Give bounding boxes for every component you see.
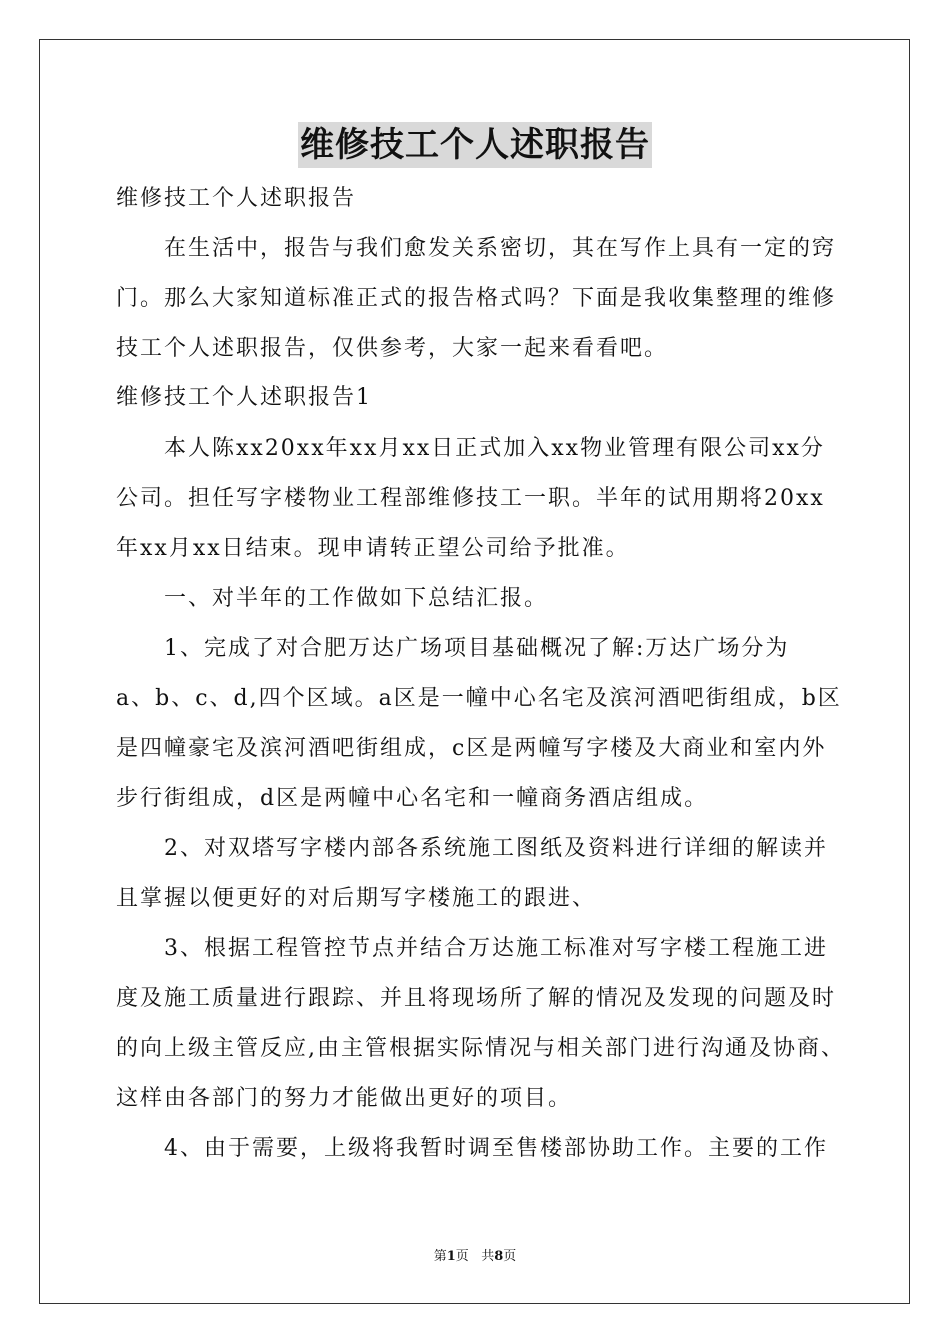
paragraph-line: 1、完成了对合肥万达广场项目基础概况了解:万达广场分为 bbox=[164, 636, 790, 661]
page-prefix: 第 bbox=[433, 1249, 447, 1264]
paragraph-line: 步行街组成，d区是两幢中心名宅和一幢商务酒店组成。 bbox=[116, 786, 709, 811]
paragraph-line: 公司。担任写字楼物业工程部维修技工一职。半年的试用期将20xx bbox=[116, 486, 825, 511]
page-current: 1 bbox=[446, 1249, 456, 1264]
paragraph-line: 2、对双塔写字楼内部各系统施工图纸及资料进行详细的解读并 bbox=[164, 836, 828, 861]
page-footer bbox=[0, 1248, 950, 1266]
page-total: 8 bbox=[494, 1249, 504, 1264]
paragraph-line: 门。那么大家知道标准正式的报告格式吗？下面是我收集整理的维修 bbox=[116, 286, 837, 311]
total-prefix: 共 bbox=[481, 1249, 495, 1264]
paragraph-line: a、b、c、d,四个区域。a区是一幢中心名宅及滨河酒吧街组成，b区 bbox=[116, 686, 842, 711]
paragraph-line: 3、根据工程管控节点并结合万达施工标准对写字楼工程施工进 bbox=[164, 936, 828, 961]
paragraph-line: 度及施工质量进行跟踪、并且将现场所了解的情况及发现的问题及时 bbox=[116, 986, 837, 1011]
page-unit: 页 bbox=[455, 1249, 469, 1264]
paragraph-line: 4、由于需要，上级将我暂时调至售楼部协助工作。主要的工作 bbox=[164, 1136, 828, 1161]
subtitle-line: 维修技工个人述职报告 bbox=[116, 186, 357, 211]
paragraph-line: 技工个人述职报告，仅供参考，大家一起来看看吧。 bbox=[116, 336, 669, 361]
paragraph-line: 在生活中，报告与我们愈发关系密切，其在写作上具有一定的窍 bbox=[164, 236, 837, 261]
title-container bbox=[0, 122, 950, 168]
paragraph-line: 且掌握以便更好的对后期写字楼施工的跟进、 bbox=[116, 886, 597, 911]
paragraph-line: 年xx月xx日结束。现申请转正望公司给予批准。 bbox=[116, 536, 630, 561]
paragraph-line: 是四幢豪宅及滨河酒吧街组成，c区是两幢写字楼及大商业和室内外 bbox=[116, 736, 827, 761]
document-title: 维修技工个人述职报告 bbox=[298, 122, 652, 168]
paragraph-line: 本人陈xx20xx年xx月xx日正式加入xx物业管理有限公司xx分 bbox=[164, 436, 825, 461]
paragraph-line: 的向上级主管反应,由主管根据实际情况与相关部门进行沟通及协商、 bbox=[116, 1036, 845, 1061]
page-border bbox=[39, 39, 910, 1304]
total-unit: 页 bbox=[503, 1249, 517, 1264]
section-heading: 维修技工个人述职报告1 bbox=[116, 385, 372, 410]
paragraph-line: 这样由各部门的努力才能做出更好的项目。 bbox=[116, 1086, 573, 1111]
paragraph-line: 一、对半年的工作做如下总结汇报。 bbox=[164, 586, 549, 611]
